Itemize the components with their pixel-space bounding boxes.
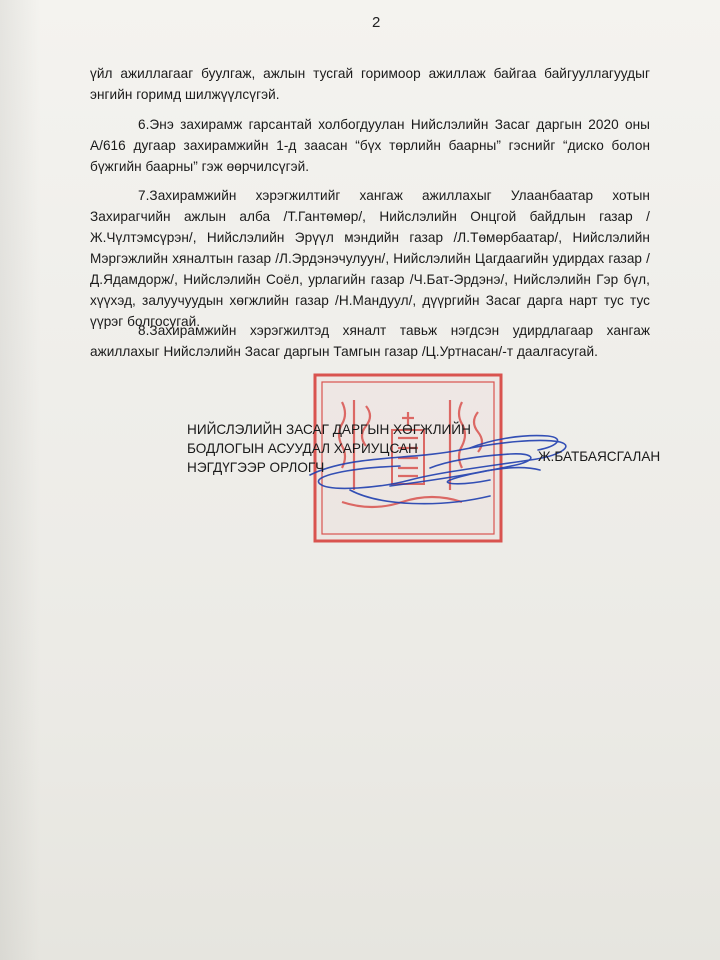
paragraph-6: 6.Энэ захирамж гарсантай холбогдуулан Нийслэлийн Засаг даргын 2020 оны А/616 дугаар захирамжийн 1-д заасан “бүх төрлийн баарны” гэснийг “диско болон бүжгийн баарны” гэж өөрчилсүгэй. — [90, 117, 650, 174]
page-number: 2 — [372, 14, 381, 31]
signatory-title-line: НИЙСЛЭЛИЙН ЗАСАГ ДАРГЫН ХӨГЖЛИЙН — [187, 422, 471, 437]
paragraph-continuation: үйл ажиллагааг буулгаж, ажлын тусгай горимоор ажиллаж байгаа байгууллагуудыг энгийн горимд шилжүүлсүгэй. — [90, 66, 650, 102]
signatory-title-line: БОДЛОГЫН АСУУДАЛ ХАРИУЦСАН — [187, 441, 418, 456]
paragraph-8: 8.Захирамжийн хэрэгжилтэд хяналт тавьж нэгдсэн удирдлагаар хангаж ажиллахыг Нийслэлийн Засаг даргын Тамгын газар /Ц.Уртнасан/-т даалгасугай. — [90, 323, 650, 359]
signatory-title-line: НЭГДҮГЭЭР ОРЛОГЧ — [187, 460, 325, 475]
signatory-name: Ж.БАТБАЯСГАЛАН — [538, 449, 661, 464]
paragraph-7: 7.Захирамжийн хэрэгжилтийг хангаж ажиллахыг Улаанбаатар хотын Захирагчийн ажлын алба /Т.Гантөмөр/, Нийслэлийн Онцгой байдлын газар /Ж.Чүлтэмсүрэн/, Нийслэлийн Эрүүл мэндийн газар /Л.Төмөрбаатар/, Нийслэлийн Мэргэжлийн хяналтын газар /Л.Эрдэнэчулуун/, Нийслэлийн Цагдаагийн удирдах газар /Д.Ядамдорж/, Нийслэлийн Соёл, урлагийн газар /Ч.Бат-Эрдэнэ/, Нийслэлийн Гэр бүл, хүүхэд, залуучуудын хөгжлийн газар /Н.Мандуул/, дүүргийн Засаг дарга нарт тус тус үүрэг болгосугай. — [90, 188, 650, 329]
page-shadow — [0, 0, 40, 960]
